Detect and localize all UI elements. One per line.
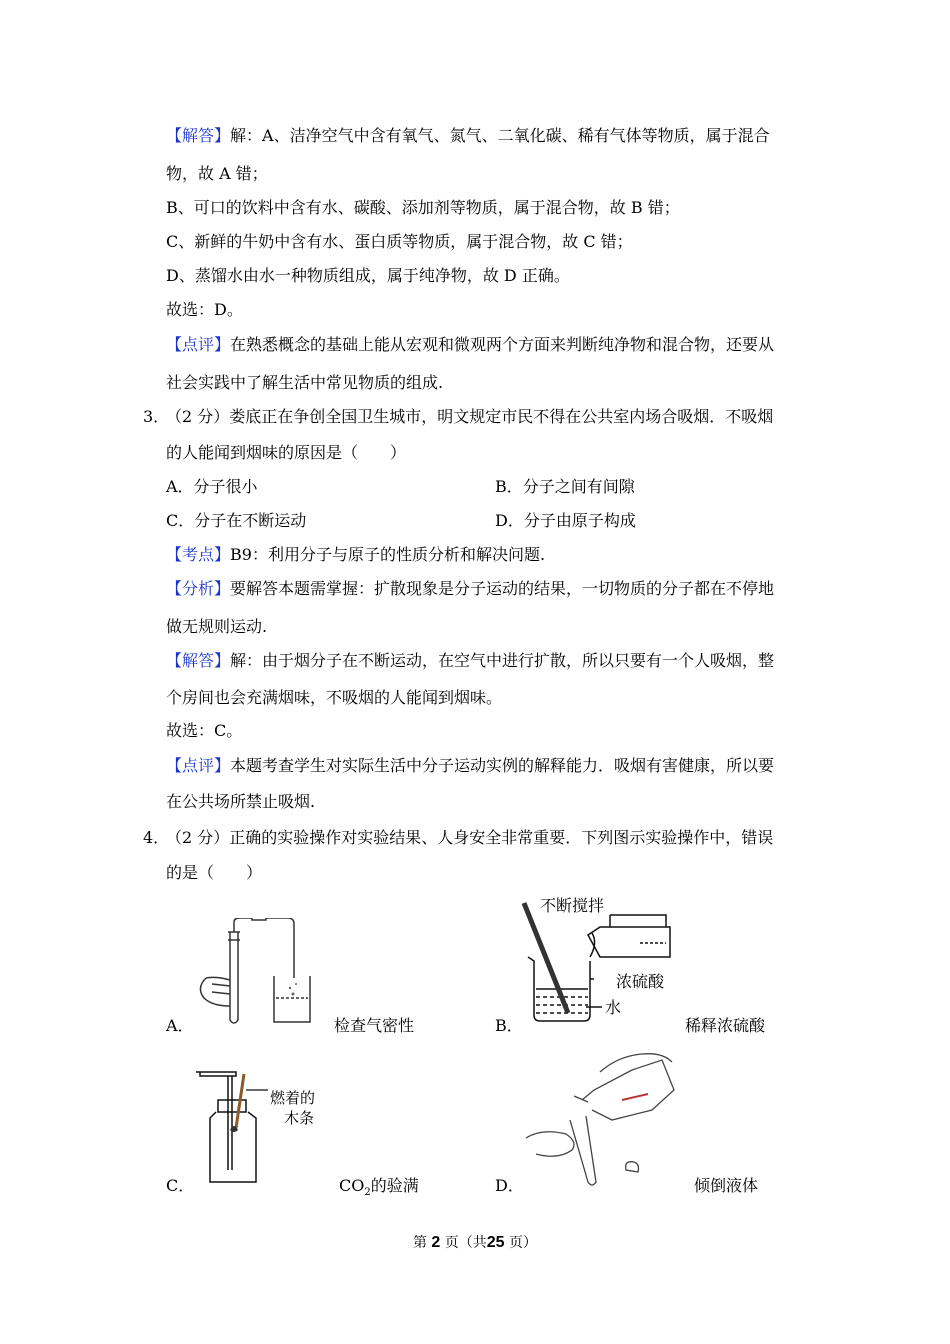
acid-label: 浓硫酸 bbox=[616, 972, 665, 991]
answer-line: D、蒸馏水由水一种物质组成，属于纯净物，故 D 正确。 bbox=[166, 266, 570, 285]
answer-line: B、可口的饮料中含有水、碳酸、添加剂等物质，属于混合物，故 B 错； bbox=[166, 198, 680, 217]
fenxi-line bbox=[166, 579, 774, 599]
kaodian-line bbox=[166, 545, 545, 565]
co2-figure bbox=[192, 1070, 272, 1185]
option-b: B．分子之间有间隙 bbox=[495, 477, 635, 496]
option-c-letter: C． bbox=[166, 1176, 195, 1195]
option-d: D．分子由原子构成 bbox=[495, 511, 636, 530]
jieda-line bbox=[166, 651, 774, 671]
option-c: C．分子在不断运动 bbox=[166, 511, 307, 530]
splint-label-2: 木条 bbox=[284, 1109, 315, 1127]
jieda-tag: 【解答】 bbox=[166, 651, 231, 670]
dianping-line: 在公共场所禁止吸烟. bbox=[166, 792, 316, 811]
fenxi-tag: 【分析】 bbox=[166, 579, 231, 598]
question-stem: （2 分）娄底正在争创全国卫生城市，明文规定市民不得在公共室内场合吸烟．不吸烟 bbox=[166, 407, 774, 426]
answer-line: 故选：D。 bbox=[166, 300, 243, 319]
total-pages: 25 bbox=[486, 1234, 505, 1251]
footer-post: 页） bbox=[509, 1235, 538, 1251]
option-c-caption bbox=[339, 1176, 419, 1203]
water-label: 水 bbox=[605, 998, 622, 1017]
dianping-tag: 【点评】 bbox=[166, 756, 231, 775]
question-number: 4． bbox=[143, 828, 170, 847]
pouring-figure bbox=[522, 1050, 682, 1190]
stir-label: 不断搅拌 bbox=[540, 896, 605, 915]
option-d-caption: 倾倒液体 bbox=[694, 1176, 759, 1195]
co2-subscript: 2 bbox=[364, 1187, 371, 1199]
kaodian-tag: 【考点】 bbox=[166, 545, 231, 564]
question-number: 3． bbox=[143, 407, 170, 426]
question-stem: （2 分）正确的实验操作对实验结果、人身安全非常重要．下列图示实验操作中，错误 bbox=[166, 828, 774, 847]
dianping-text: 本题考查学生对实际生活中分子运动实例的解释能力．吸烟有害健康，所以要 bbox=[230, 756, 775, 775]
comment-tag: 【点评】 bbox=[166, 335, 231, 354]
footer-pre: 第 bbox=[412, 1235, 427, 1251]
answer-line: 物，故 A 错； bbox=[166, 164, 268, 183]
page-footer bbox=[0, 1232, 950, 1252]
comment-line bbox=[166, 335, 774, 355]
option-a-caption: 检查气密性 bbox=[334, 1016, 415, 1035]
option-a-letter: A． bbox=[166, 1016, 194, 1035]
airtightness-figure bbox=[192, 918, 322, 1028]
kaodian-text: B9：利用分子与原子的性质分析和解决问题. bbox=[230, 545, 546, 564]
answer-tag: 【解答】 bbox=[166, 126, 231, 145]
question-stem: 的是（ ） bbox=[166, 863, 263, 882]
footer-mid: 页（共 bbox=[444, 1235, 487, 1251]
answer-line: C、新鲜的牛奶中含有水、蛋白质等物质，属于混合物，故 C 错； bbox=[166, 232, 633, 251]
co2-suffix: 的验满 bbox=[370, 1176, 419, 1195]
option-d-letter: D． bbox=[495, 1176, 524, 1195]
page-number: 2 bbox=[431, 1234, 441, 1251]
question-stem: 的人能闻到烟味的原因是（ ） bbox=[166, 443, 407, 462]
comment-text: 在熟悉概念的基础上能从宏观和微观两个方面来判断纯净物和混合物，还要从 bbox=[230, 335, 775, 354]
option-b-caption: 稀释浓硫酸 bbox=[685, 1016, 766, 1035]
jieda-text: 解：由于烟分子在不断运动，在空气中进行扩散，所以只要有一个人吸烟，整 bbox=[230, 651, 775, 670]
option-a: A．分子很小 bbox=[166, 477, 258, 496]
fenxi-text: 要解答本题需掌握：扩散现象是分子运动的结果，一切物质的分子都在不停地 bbox=[230, 579, 775, 598]
comment-line: 社会实践中了解生活中常见物质的组成. bbox=[166, 373, 444, 392]
answer-line bbox=[166, 126, 770, 146]
co2-text: CO bbox=[339, 1176, 365, 1195]
option-b-letter: B． bbox=[495, 1016, 523, 1035]
fenxi-line: 做无规则运动. bbox=[166, 617, 268, 636]
answer-text: 解：A、洁净空气中含有氧气、氮气、二氧化碳、稀有气体等物质，属于混合 bbox=[230, 126, 770, 145]
xuan-line: 故选：C。 bbox=[166, 721, 243, 740]
splint-label-1: 燃着的 bbox=[270, 1089, 316, 1107]
jieda-line: 个房间也会充满烟味，不吸烟的人能闻到烟味。 bbox=[166, 688, 503, 707]
dianping-line bbox=[166, 756, 774, 776]
